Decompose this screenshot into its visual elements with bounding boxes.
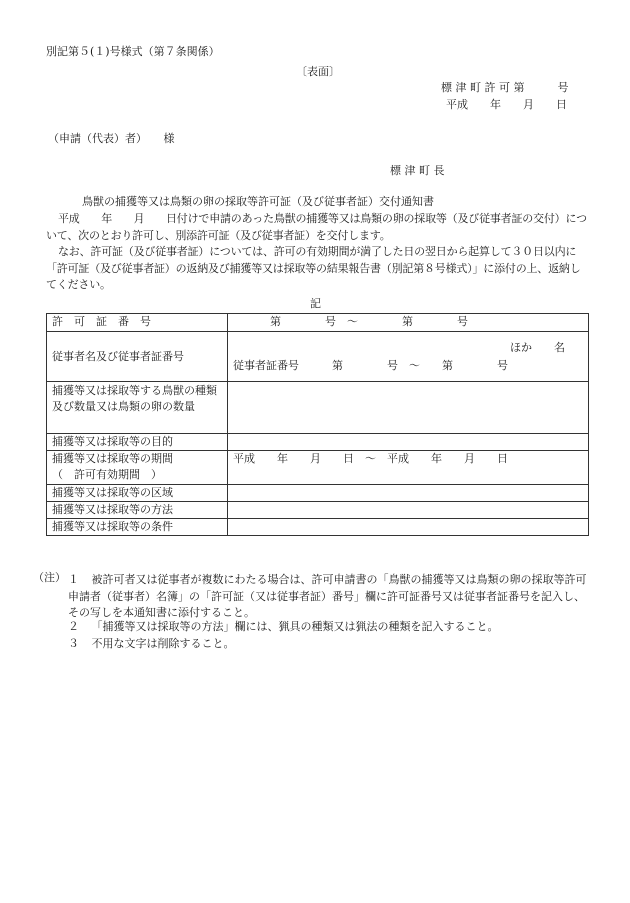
- worker-cert-range: 従事者証番号 第 号 ～ 第 号: [233, 359, 508, 372]
- body-paragraph-2: なお、許可証（及び従事者証）については、許可の有効期間が満了した日の翌日から起算して３０日以内に「許可証（及び従事者証）の返納及び捕獲等又は採取等の結果報告書（別記第８号様式）」に添付の上、返納してください。: [46, 245, 581, 291]
- table-row: [47, 314, 589, 332]
- issuer: 標 津 町 長: [390, 164, 445, 177]
- table-row: [47, 434, 589, 451]
- table-row: [47, 502, 589, 519]
- worker-count: ほか 名: [510, 341, 565, 354]
- table-row: [47, 519, 589, 536]
- row-label: 捕獲等又は採取等の条件: [47, 519, 228, 536]
- row-label: [47, 451, 228, 485]
- ki-label: 記: [310, 297, 321, 310]
- permit-number-range: 第 号 ～ 第 号: [228, 314, 589, 332]
- addressee: （申請（代表）者） 様: [48, 132, 175, 145]
- side-label: 〔表面〕: [296, 65, 340, 78]
- row-label: 従事者名及び従事者証番号: [47, 332, 228, 382]
- period-sublabel: （ 許可有効期間 ）: [52, 468, 162, 481]
- period-label: 捕獲等又は採取等の期間: [52, 452, 173, 465]
- area-cell: [228, 485, 589, 502]
- note-text: 「捕獲等又は採取等の方法」欄には、猟具の種類又は猟法の種類を記入すること。: [91, 620, 499, 633]
- note-text: 被許可者又は従事者が複数にわたる場合は、許可申請書の「鳥獣の捕獲等又は鳥類の卵の採取等許可申請者（従事者）名簿」の「許可証（又は従事者証）番号」欄に許可証番号又は従事者証番号を記入し、その写しを本通知書に添付すること。: [68, 573, 587, 619]
- condition-cell: [228, 519, 589, 536]
- note-number: ３: [68, 637, 79, 650]
- note-text: 不用な文字は削除すること。: [91, 637, 235, 650]
- period-cell: 平成 年 月 日 ～ 平成 年 月 日: [228, 451, 589, 485]
- species-cell: [228, 382, 589, 434]
- table-row: [47, 485, 589, 502]
- note-item: [68, 638, 235, 649]
- purpose-cell: [228, 434, 589, 451]
- note-number: ２: [68, 620, 79, 633]
- note-number: １: [68, 573, 79, 586]
- row-label: 捕獲等又は採取等の区域: [47, 485, 228, 502]
- notes-prefix: （注）: [33, 571, 66, 584]
- permit-table: [46, 313, 589, 536]
- permit-number-line: 標 津 町 許 可 第 号: [441, 81, 569, 94]
- method-cell: [228, 502, 589, 519]
- date-line: 平成 年 月 日: [446, 98, 567, 111]
- note-item: [68, 621, 499, 632]
- table-row: [47, 451, 589, 485]
- note-item: [68, 572, 592, 622]
- row-label: 捕獲等又は採取等する鳥獣の種類及び数量又は鳥類の卵の数量: [47, 382, 228, 434]
- table-row: [47, 382, 589, 434]
- row-label: 許 可 証 番 号: [47, 314, 228, 332]
- worker-cell: [228, 332, 589, 382]
- row-label: 捕獲等又は採取等の方法: [47, 502, 228, 519]
- form-id: 別記第５(１)号様式（第７条関係）: [46, 45, 220, 58]
- row-label: 捕獲等又は採取等の目的: [47, 434, 228, 451]
- table-row: [47, 332, 589, 382]
- document-title: 鳥獣の捕獲等又は鳥類の卵の採取等許可証（及び従事者証）交付通知書: [82, 195, 434, 208]
- body-paragraph-1: 平成 年 月 日付けで申請のあった鳥獣の捕獲等又は鳥類の卵の採取等（及び従事者証の交付）について、次のとおり許可し、別添許可証（及び従事者証）を交付します。: [46, 212, 587, 242]
